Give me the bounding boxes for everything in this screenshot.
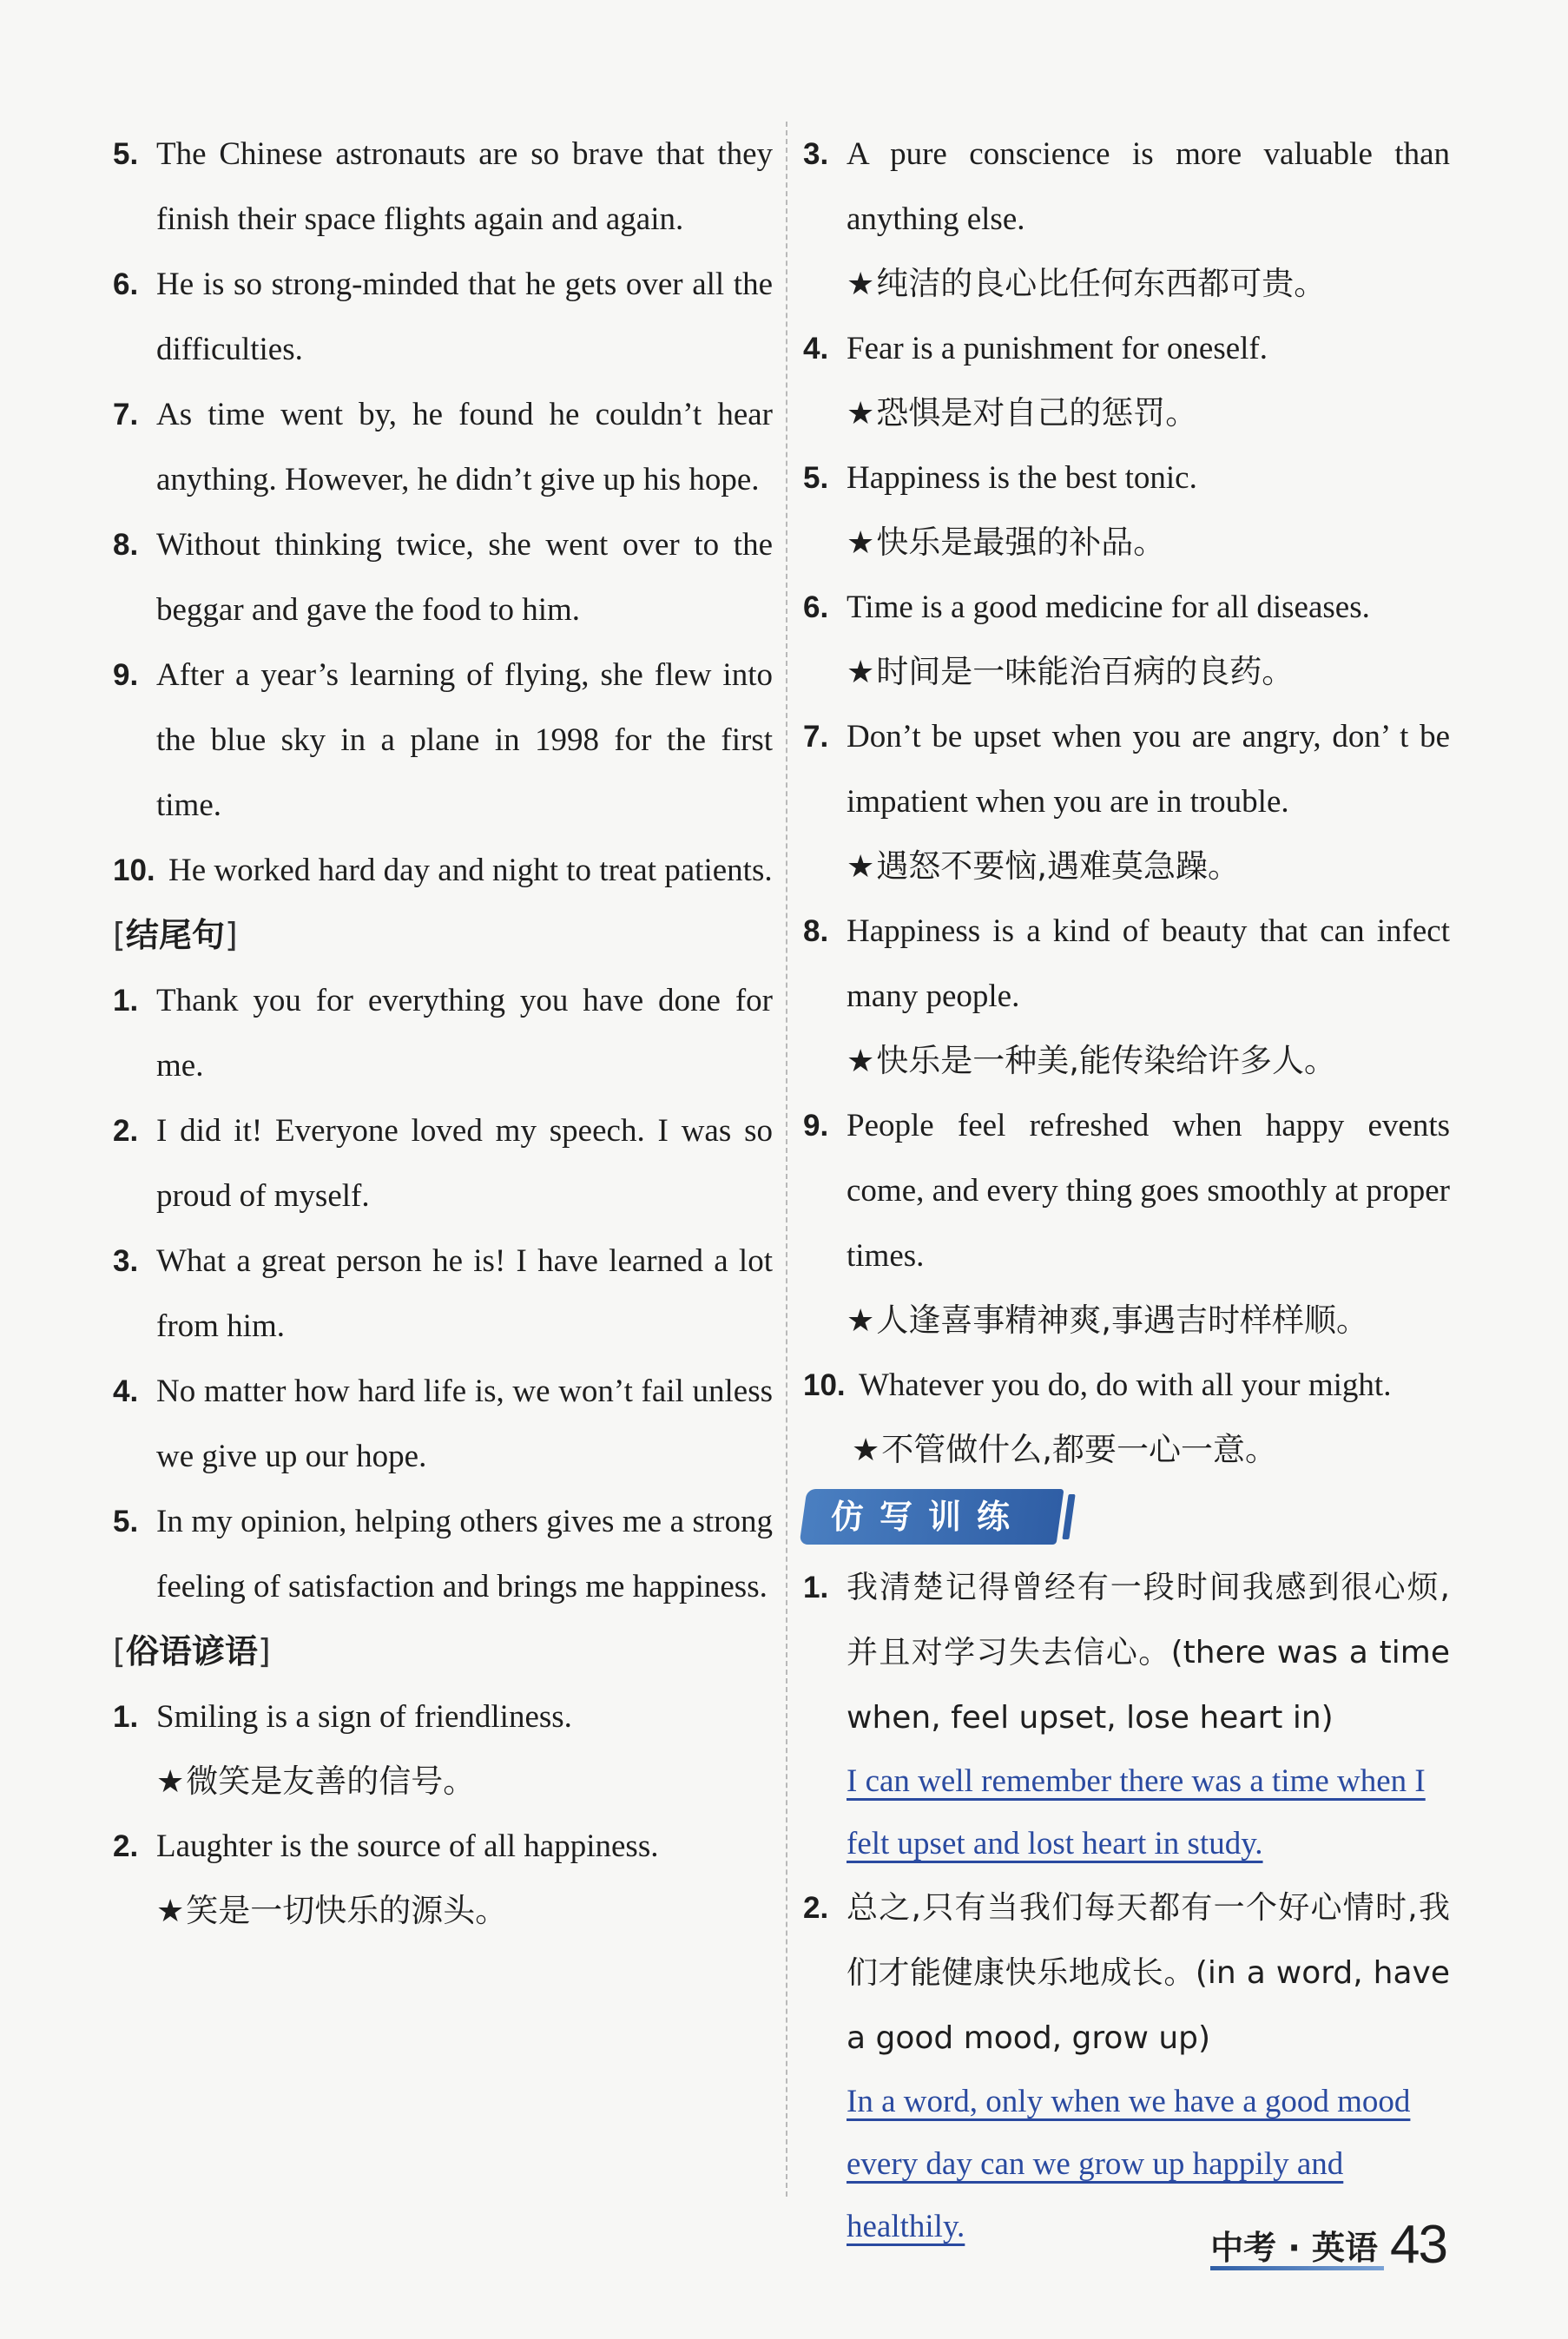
page-number: 43 [1390, 2214, 1446, 2275]
proverb-translation: ★人逢喜事精神爽,事遇吉时样样顺。 [847, 1301, 1369, 1339]
exercise-list [803, 1555, 1450, 2258]
list-item: 3. What a great person he is! I have learned a lot from him. [113, 1243, 773, 1344]
list-item: 6. He is so strong-minded that he gets over all the difficulties. [113, 267, 773, 367]
star-icon: ★ [852, 1433, 880, 1468]
exercise-answer: In a word, only when we have a good mood every day can we grow up happily and healthily. [847, 2084, 1411, 2244]
list-item: 10. He worked hard day and night to treat patients. [113, 853, 773, 888]
exercise-item: 1. 我清楚记得曾经有一段时间我感到很心烦,并且对学习失去信心。(there was a time when, feel upset, lose heart in) [803, 1570, 1450, 1736]
proverb-item: 3. A pure conscience is more valuable than anything else. [803, 136, 1450, 237]
star-icon: ★ [847, 267, 875, 302]
sentence-list-a [113, 122, 773, 903]
star-icon: ★ [847, 1044, 875, 1079]
star-icon: ★ [156, 1894, 185, 1929]
proverb-list-right [803, 122, 1450, 1482]
list-item: 1. Thank you for everything you have done for me. [113, 983, 773, 1084]
section-banner-practice: 仿写训练 [800, 1489, 1064, 1545]
column-divider [786, 122, 787, 2197]
page-footer [1210, 2210, 1446, 2279]
proverb-item: 10. Whatever you do, do with all your might. [803, 1367, 1392, 1403]
proverb-item: 5. Happiness is the best tonic. [803, 460, 1197, 496]
proverb-item: 7. Don’t be upset when you are angry, don’ t be impatient when you are in trouble. [803, 719, 1450, 820]
left-column [113, 122, 773, 1943]
section-heading-ending: [结尾句] [113, 916, 238, 954]
proverb-translation: ★时间是一味能治百病的良药。 [847, 653, 1295, 690]
list-item: 9. After a year’s learning of flying, she flew into the blue sky in a plane in 1998 for the first time. [113, 657, 773, 823]
exercise-item: 2. 总之,只有当我们每天都有一个好心情时,我们才能健康快乐地成长。(in a word, have a good mood, grow up) [803, 1890, 1450, 2056]
star-icon: ★ [847, 396, 875, 432]
proverb-translation: ★快乐是最强的补品。 [847, 524, 1166, 561]
proverb-translation: ★微笑是友善的信号。 [156, 1762, 476, 1800]
proverb-item: 4. Fear is a punishment for oneself. [803, 331, 1268, 366]
star-icon: ★ [847, 849, 875, 885]
proverb-item: 9. People feel refreshed when happy events come, and every thing goes smoothly at proper times. [803, 1108, 1450, 1274]
proverb-translation: ★不管做什么,都要一心一意。 [852, 1431, 1278, 1468]
proverb-translation: ★笑是一切快乐的源头。 [156, 1892, 508, 1929]
proverb-translation: ★遇怒不要恼,遇难莫急躁。 [847, 847, 1241, 885]
list-item: 7. As time went by, he found he couldn’t hear anything. However, he didn’t give up his hope. [113, 397, 773, 497]
sentence-list-b [113, 968, 773, 1619]
star-icon: ★ [847, 1303, 875, 1339]
list-item: 4. No matter how hard life is, we won’t fail unless we give up our hope. [113, 1374, 773, 1474]
footer-subject-label: 中考 · 英语 [1210, 2228, 1379, 2267]
section-heading-proverbs: [俗语谚语] [113, 1632, 271, 1670]
star-icon: ★ [847, 655, 875, 690]
proverb-translation: ★恐惧是对自己的惩罚。 [847, 394, 1198, 432]
proverb-item: 2. Laughter is the source of all happiness. [113, 1828, 659, 1864]
exercise-answer: I can well remember there was a time when I felt upset and lost heart in study. [847, 1763, 1426, 1861]
proverb-item: 8. Happiness is a kind of beauty that can infect many people. [803, 913, 1450, 1014]
list-item: 8. Without thinking twice, she went over to the beggar and gave the food to him. [113, 527, 773, 628]
list-item: 5. In my opinion, helping others gives me a strong feeling of satisfaction and brings me happiness. [113, 1504, 773, 1604]
footer-accent-line [1210, 2266, 1384, 2270]
star-icon: ★ [156, 1764, 185, 1800]
proverb-list-left [113, 1684, 773, 1943]
proverb-item: 6. Time is a good medicine for all diseases. [803, 590, 1370, 625]
right-column [803, 122, 1450, 2258]
star-icon: ★ [847, 525, 875, 561]
proverb-translation: ★纯洁的良心比任何东西都可贵。 [847, 265, 1327, 302]
proverb-translation: ★快乐是一种美,能传染给许多人。 [847, 1042, 1337, 1079]
list-item: 2. I did it! Everyone loved my speech. I was so proud of myself. [113, 1113, 773, 1214]
proverb-item: 1. Smiling is a sign of friendliness. [113, 1699, 572, 1735]
list-item: 5. The Chinese astronauts are so brave that they finish their space flights again and again. [113, 136, 773, 237]
